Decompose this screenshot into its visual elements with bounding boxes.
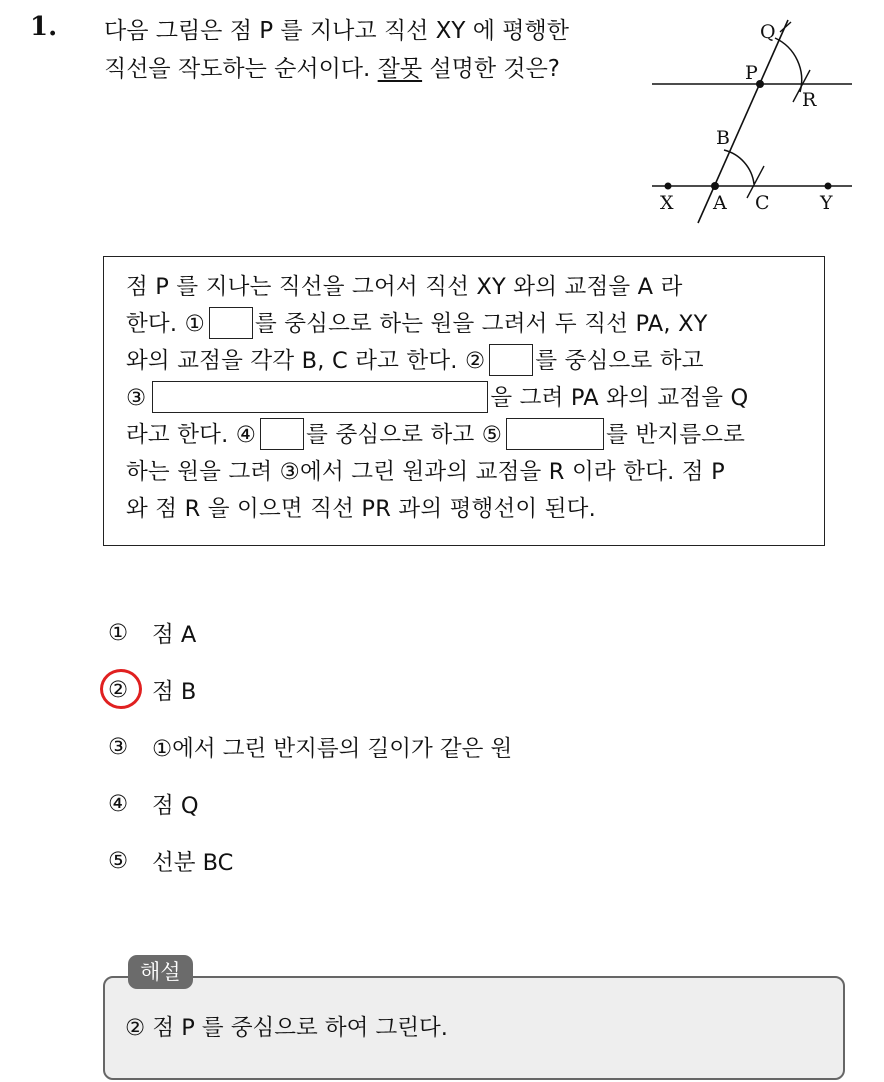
label-q: Q xyxy=(760,21,776,43)
choice-text: 점 A xyxy=(152,621,197,648)
blank-3 xyxy=(152,381,488,413)
tick-q xyxy=(780,22,791,32)
choice-text: 점 B xyxy=(152,678,197,705)
construction-figure xyxy=(640,18,860,238)
label-c: C xyxy=(755,192,770,214)
question-line-2-post: 설명한 것은? xyxy=(422,56,561,82)
procedure-line-3 xyxy=(126,343,802,380)
question-text xyxy=(104,12,644,88)
procedure-text: 를 중심으로 하고 xyxy=(535,348,704,374)
procedure-text: 를 반지름으로 xyxy=(606,422,746,448)
procedure-line-1: 점 P 를 지나는 직선을 그어서 직선 XY 와의 교점을 A 라 xyxy=(126,274,683,300)
procedure-text: 를 중심으로 하는 원을 그려서 두 직선 PA, XY xyxy=(254,311,708,337)
blank-4 xyxy=(260,418,304,450)
choice-5[interactable] xyxy=(108,832,512,889)
procedure-text: 을 그려 PA 와의 교점을 Q xyxy=(490,385,749,411)
choice-number: ⑤ xyxy=(108,847,129,874)
procedure-text: 한다. ① xyxy=(126,311,205,337)
blank-2 xyxy=(489,344,533,376)
blank-5 xyxy=(506,418,604,450)
explanation-text: ② 점 P 를 중심으로 하여 그린다. xyxy=(125,1015,448,1041)
choice-4[interactable] xyxy=(108,775,512,832)
procedure-box xyxy=(103,256,825,546)
procedure-text: 를 중심으로 하고 ⑤ xyxy=(306,422,503,448)
explanation-tag: 해설 xyxy=(128,955,193,989)
selected-answer-circle xyxy=(100,669,142,709)
choice-number: ③ xyxy=(108,733,129,760)
procedure-line-7: 와 점 R 을 이으면 직선 PR 과의 평행선이 된다. xyxy=(126,496,596,522)
label-y: Y xyxy=(820,192,833,214)
answer-choices xyxy=(108,604,512,889)
label-p: P xyxy=(745,62,758,84)
choice-number: ④ xyxy=(108,790,129,817)
question-underlined-word: 잘못 xyxy=(377,56,423,82)
choice-text: 점 Q xyxy=(152,792,199,819)
question-number: 1. xyxy=(30,12,58,42)
question-line-2-pre: 직선을 작도하는 순서이다. xyxy=(104,56,378,82)
procedure-line-4 xyxy=(126,380,802,417)
procedure-line-6: 하는 원을 그려 ③에서 그린 원과의 교점을 R 이라 한다. 점 P xyxy=(126,459,725,485)
question-line-2 xyxy=(104,50,644,88)
procedure-text: 와의 교점을 각각 B, C 라고 한다. ② xyxy=(126,348,486,374)
procedure-text: 라고 한다. ④ xyxy=(126,422,257,448)
choice-number: ② xyxy=(108,676,129,703)
label-r: R xyxy=(802,89,817,111)
point-x xyxy=(665,183,672,190)
line-pa xyxy=(698,20,788,223)
label-a: A xyxy=(713,192,727,214)
procedure-line-5 xyxy=(126,417,802,454)
label-x: X xyxy=(660,192,674,214)
choice-3[interactable] xyxy=(108,718,512,775)
point-y xyxy=(825,183,832,190)
choice-text: 선분 BC xyxy=(152,849,234,876)
point-a xyxy=(711,182,719,190)
choice-number: ① xyxy=(108,619,129,646)
blank-1 xyxy=(209,307,253,339)
question-line-1: 다음 그림은 점 P 를 지나고 직선 XY 에 평행한 xyxy=(104,18,569,44)
choice-2[interactable] xyxy=(108,661,512,718)
choice-text: ①에서 그린 반지름의 길이가 같은 원 xyxy=(152,735,513,762)
label-b: B xyxy=(716,127,730,149)
choice-1[interactable] xyxy=(108,604,512,661)
explanation-box xyxy=(103,976,845,1080)
procedure-line-2 xyxy=(126,306,802,343)
procedure-text: ③ xyxy=(126,385,147,411)
